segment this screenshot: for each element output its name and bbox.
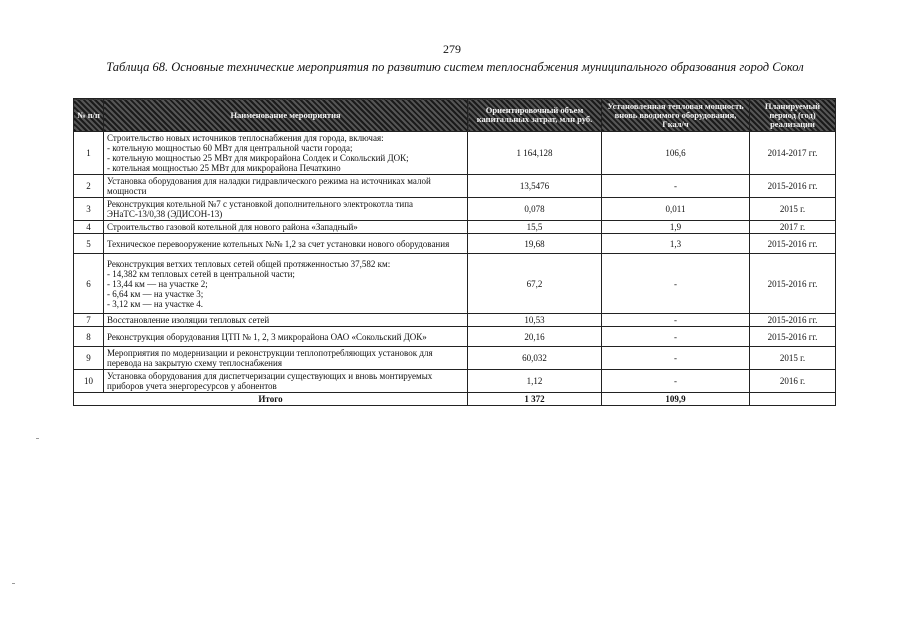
period: 2015-2016 гг. bbox=[750, 327, 836, 347]
header-capital-cost: Ориентировочный объем капитальных затрат, млн руб. bbox=[468, 99, 602, 132]
total-installed-power: 109,9 bbox=[602, 393, 750, 406]
row-number: 2 bbox=[74, 175, 104, 198]
capital-cost: 0,078 bbox=[468, 198, 602, 221]
period: 2015-2016 гг. bbox=[750, 254, 836, 314]
capital-cost: 13,5476 bbox=[468, 175, 602, 198]
table-row bbox=[74, 254, 836, 314]
installed-power: - bbox=[602, 254, 750, 314]
total-period bbox=[750, 393, 836, 406]
measure-name bbox=[104, 221, 468, 234]
table-row bbox=[74, 198, 836, 221]
measure-name-line: Мероприятия по модернизации и реконструкции теплопотребляющих установок для перевода на закрытую схему теплоснабжения bbox=[107, 348, 433, 368]
measure-name-line: Строительство газовой котельной для нового района «Западный» bbox=[107, 222, 358, 232]
header-measure-name: Наименование мероприятия bbox=[104, 99, 468, 132]
capital-cost: 1,12 bbox=[468, 370, 602, 393]
measure-name bbox=[104, 327, 468, 347]
measure-name-line: Восстановление изоляции тепловых сетей bbox=[107, 315, 270, 325]
installed-power: 106,6 bbox=[602, 132, 750, 175]
table-row bbox=[74, 370, 836, 393]
table-row bbox=[74, 314, 836, 327]
row-number: 4 bbox=[74, 221, 104, 234]
measure-name bbox=[104, 314, 468, 327]
installed-power: - bbox=[602, 370, 750, 393]
table-row bbox=[74, 221, 836, 234]
measure-name-line: - 14,382 км тепловых сетей в центральной части; bbox=[107, 268, 295, 279]
measure-name-line: Реконструкция оборудования ЦТП № 1, 2, 3 микрорайона ОАО «Сокольский ДОК» bbox=[107, 331, 427, 342]
row-number: 1 bbox=[74, 132, 104, 175]
period: 2014-2017 гг. bbox=[750, 132, 836, 175]
row-number: 3 bbox=[74, 198, 104, 221]
measure-name bbox=[104, 234, 468, 254]
period: 2015 г. bbox=[750, 198, 836, 221]
period: 2017 г. bbox=[750, 221, 836, 234]
row-number: 10 bbox=[74, 370, 104, 393]
period: 2016 г. bbox=[750, 370, 836, 393]
measure-name bbox=[104, 254, 468, 314]
page-number: 279 bbox=[443, 42, 461, 56]
row-number: 5 bbox=[74, 234, 104, 254]
total-label: Итого bbox=[74, 393, 468, 406]
measure-name-line: Реконструкция котельной №7 с установкой дополнительного электрокотла типа ЭНаТС-13/0,38 (ЭДИСОН-13) bbox=[107, 199, 414, 219]
total-row bbox=[74, 393, 836, 406]
capital-cost: 20,16 bbox=[468, 327, 602, 347]
capital-cost: 10,53 bbox=[468, 314, 602, 327]
installed-power: - bbox=[602, 175, 750, 198]
installed-power: - bbox=[602, 327, 750, 347]
installed-power: - bbox=[602, 314, 750, 327]
measures-table bbox=[73, 98, 836, 406]
measure-name bbox=[104, 347, 468, 370]
measure-name-line: - 6,64 км — на участке 3; bbox=[107, 288, 204, 299]
measure-name bbox=[104, 370, 468, 393]
capital-cost: 1 164,128 bbox=[468, 132, 602, 175]
row-number: 6 bbox=[74, 254, 104, 314]
measure-name bbox=[104, 198, 468, 221]
measure-name-line: Установка оборудования для диспетчеризации существующих и вновь монтируемых приборов учета энергоресурсов у абонентов bbox=[107, 371, 433, 391]
table-row bbox=[74, 347, 836, 370]
installed-power: 1,9 bbox=[602, 221, 750, 234]
row-number: 7 bbox=[74, 314, 104, 327]
period: 2015 г. bbox=[750, 347, 836, 370]
measure-name-line: Техническое перевооружение котельных №№ 1,2 за счет установки нового оборудования bbox=[107, 238, 450, 249]
measure-name-line: - котельную мощностью 60 МВт для центральной части города; bbox=[107, 143, 353, 153]
table-caption: Таблица 68. Основные технические мероприятия по развитию систем теплоснабжения муниципального образования город Сокол bbox=[106, 60, 804, 74]
period: 2015-2016 гг. bbox=[750, 175, 836, 198]
header-period: Планируемый период (год) реализации bbox=[750, 99, 836, 132]
installed-power: 1,3 bbox=[602, 234, 750, 254]
table-row bbox=[74, 132, 836, 175]
row-number: 8 bbox=[74, 327, 104, 347]
row-number: 9 bbox=[74, 347, 104, 370]
capital-cost: 60,032 bbox=[468, 347, 602, 370]
measure-name-line: - котельная мощностью 25 МВт для микрорайона Печаткино bbox=[107, 163, 341, 173]
header-installed-power: Установленная тепловая мощность вновь вводимого оборудования, Гкал/ч bbox=[602, 99, 750, 132]
margin-mark bbox=[36, 438, 39, 439]
measure-name bbox=[104, 175, 468, 198]
measure-name bbox=[104, 132, 468, 175]
table-body bbox=[74, 132, 836, 406]
header-number: № п/п bbox=[74, 99, 104, 132]
table-header-row bbox=[74, 99, 836, 132]
installed-power: 0,011 bbox=[602, 198, 750, 221]
measure-name-line: Строительство новых источников теплоснабжения для города, включая: bbox=[107, 133, 384, 143]
capital-cost: 19,68 bbox=[468, 234, 602, 254]
table-row bbox=[74, 234, 836, 254]
capital-cost: 15,5 bbox=[468, 221, 602, 234]
measure-name-line: - 13,44 км — на участке 2; bbox=[107, 278, 208, 289]
measure-name-line: - 3,12 км — на участке 4. bbox=[107, 298, 203, 309]
measure-name-line: Установка оборудования для наладки гидравлического режима на источниках малой мощности bbox=[107, 176, 431, 196]
total-capital-cost: 1 372 bbox=[468, 393, 602, 406]
table-row bbox=[74, 175, 836, 198]
period: 2015-2016 гг. bbox=[750, 234, 836, 254]
measure-name-line: - котельную мощностью 25 МВт для микрорайона Солдек и Сокольский ДОК; bbox=[107, 153, 409, 163]
measure-name-line: Реконструкция ветхих тепловых сетей общей протяженностью 37,582 км: bbox=[107, 258, 391, 269]
table-row bbox=[74, 327, 836, 347]
capital-cost: 67,2 bbox=[468, 254, 602, 314]
installed-power: - bbox=[602, 347, 750, 370]
margin-mark bbox=[12, 583, 15, 584]
period: 2015-2016 гг. bbox=[750, 314, 836, 327]
